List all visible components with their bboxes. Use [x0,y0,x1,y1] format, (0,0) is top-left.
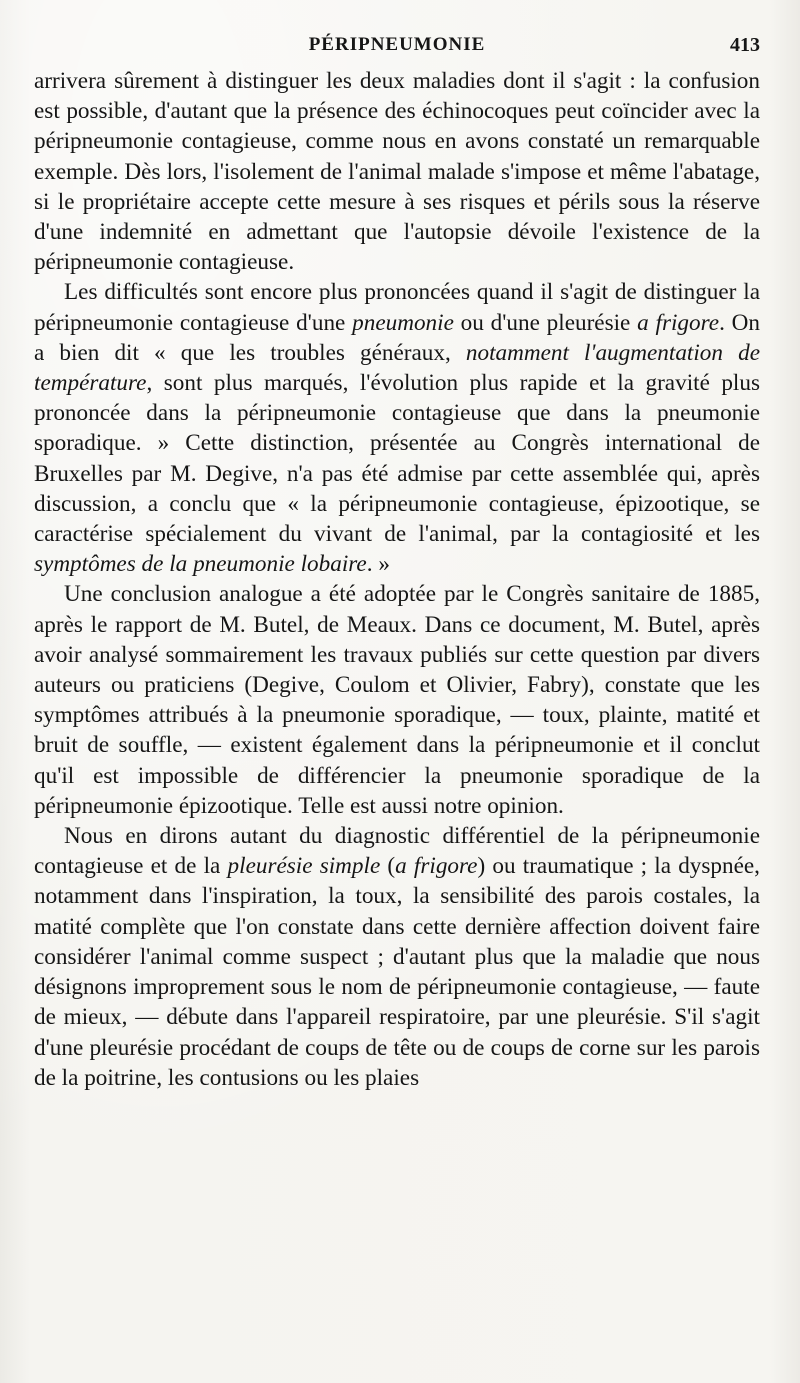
text-segment: , sont plus marqués, l'évolution plus rapide et la gravité plus prononcée dans la péripneumonie contagieuse que dans la pneumonie sporadique. » Cette distinction, présentée au Congrès international de Bruxelles par M. Degive, n'a pas été admise par cette assemblée qui, après discussion, a conclu que « la péripneumonie contagieuse, épizootique, se caractérise spécialement du vivant de l'animal, par la contagiosité et les [34,370,760,548]
italic-segment: notamment l'augmentation de température [34,339,760,397]
text-segment: Les difficultés sont encore plus prononcées quand il s'agit de distinguer la péripneumonie contagieuse d'une [34,279,760,336]
italic-segment: a frigore [637,309,720,336]
body-text [34,66,760,1093]
paragraph-1 [34,66,760,277]
paragraph-3 [34,579,760,821]
italic-segment: pleurésie simple [227,853,381,880]
page-header [34,28,760,62]
paragraph-2 [34,277,760,579]
paragraph-4 [34,821,760,1093]
text-segment: ou d'une pleurésie [453,309,638,336]
text-segment: Nous en dirons autant du diagnostic différentiel de la péripneumonie contagieuse et de la [34,823,760,880]
running-head: PÉRIPNEUMONIE [308,34,486,55]
text-segment: Une conclusion analogue a été adoptée par le Congrès sanitaire de 1885, après le rapport de M. Butel, de Meaux. Dans ce document, M. Butel, après avoir analysé sommairement les travaux publiés sur cette question par divers auteurs ou praticiens (Degive, Coulom et Olivier, Fabry), constate que les symptômes attribués à la pneumonie sporadique, — toux, plainte, matité et bruit de souffle, — existent également dans la péripneumonie et il conclut qu'il est impossible de différencier la pneumonie sporadique de la péripneumonie épizootique. Telle est aussi notre opinion. [34,581,760,819]
text-segment: . » [366,551,390,578]
text-segment: ( [380,853,396,880]
text-segment: . On a bien dit « que les troubles généraux, [34,309,760,366]
italic-segment: symptômes de la pneumonie lobaire [34,551,367,578]
italic-segment: pneumonie [352,309,454,336]
page-number: 413 [730,34,760,56]
text-segment: ) ou traumatique ; la dyspnée, notamment dans l'inspiration, la toux, la sensibilité des parois costales, la matité complète que l'on constate dans cette dernière affection doivent faire considérer l'animal comme suspect ; d'autant plus que la maladie que nous désignons improprement sous le nom de péripneumonie contagieuse, — faute de mieux, — débute dans l'appareil respiratoire, par une pleurésie. S'il s'agit d'une pleurésie procédant de coups de tête ou de coups de corne sur les parois de la poitrine, les contusions ou les plaies [34,853,760,1091]
text-segment: arrivera sûrement à distinguer les deux maladies dont il s'agit : la confusion est possible, d'autant que la présence des échinocoques peut coïncider avec la péripneumonie contagieuse, comme nous en avons constaté un remarquable exemple. Dès lors, l'isolement de l'animal malade s'impose et même l'abatage, si le propriétaire accepte cette mesure à ses risques et périls sous la réserve d'une indemnité en admettant que l'autopsie dévoile l'existence de la péripneumonie contagieuse. [34,68,760,276]
italic-segment: a frigore [395,853,478,880]
